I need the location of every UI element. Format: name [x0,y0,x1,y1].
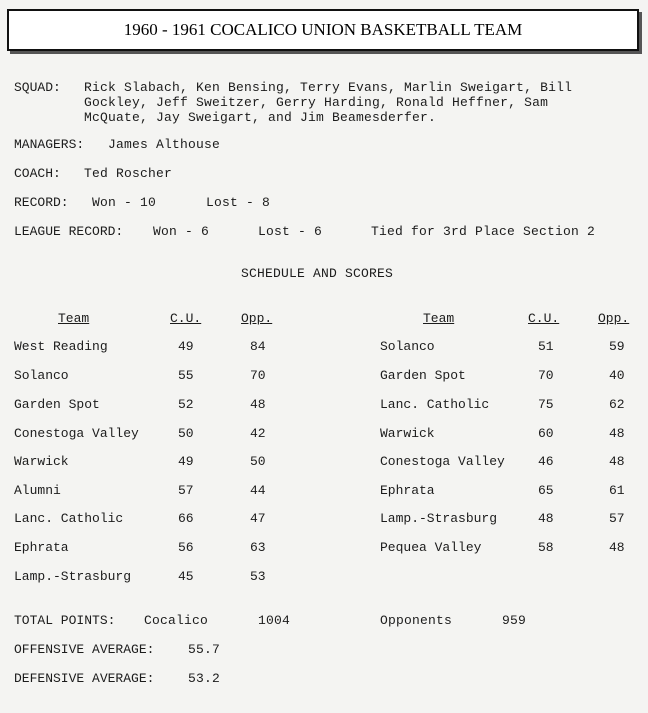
right-game-team: Pequea Valley [380,540,482,555]
left-game-opp: 48 [250,397,266,412]
right-game-team: Lanc. Catholic [380,397,490,412]
page-title: 1960 - 1961 COCALICO UNION BASKETBALL TEAM [123,20,523,39]
league-record-place: Tied for 3rd Place Section 2 [371,224,596,239]
record-label: RECORD: [14,195,69,210]
league-record-lost: Lost - 6 [258,224,323,239]
left-game-team: Warwick [14,454,69,469]
left-game-team: Alumni [14,483,61,498]
title-box [7,9,639,51]
left-header-cu: C.U. [170,311,202,326]
left-game-opp: 63 [250,540,266,555]
right-game-opp: 48 [609,540,625,555]
right-game-cu: 46 [538,454,554,469]
opponents-total: 959 [502,613,527,628]
squad-line-2: Gockley, Jeff Sweitzer, Gerry Harding, Ronald Heffner, Sam [84,95,549,110]
left-game-cu: 52 [178,397,194,412]
right-header-cu: C.U. [528,311,560,326]
left-game-cu: 57 [178,483,194,498]
left-game-team: Lamp.-Strasburg [14,569,132,584]
left-game-team: Solanco [14,368,69,383]
cocalico-total: 1004 [258,613,291,628]
left-game-cu: 66 [178,511,194,526]
right-game-team: Lamp.-Strasburg [380,511,498,526]
cocalico-label: Cocalico [144,613,209,628]
left-game-team: West Reading [14,339,108,354]
league-record-label: LEAGUE RECORD: [14,224,124,239]
left-game-opp: 70 [250,368,266,383]
right-game-cu: 60 [538,426,554,441]
coach-value: Ted Roscher [84,166,173,181]
left-game-cu: 49 [178,454,194,469]
left-game-cu: 56 [178,540,194,555]
right-game-opp: 61 [609,483,625,498]
record-lost: Lost - 8 [206,195,271,210]
left-game-opp: 44 [250,483,266,498]
left-game-team: Garden Spot [14,397,100,412]
left-game-opp: 50 [250,454,266,469]
left-game-opp: 53 [250,569,266,584]
right-header-team: Team [423,311,455,326]
right-game-cu: 75 [538,397,554,412]
left-game-team: Conestoga Valley [14,426,139,441]
squad-line-3: McQuate, Jay Sweigart, and Jim Beamesderfer. [84,110,437,125]
squad-line-1: Rick Slabach, Ken Bensing, Terry Evans, Marlin Sweigart, Bill [84,80,573,95]
offensive-average-value: 55.7 [188,642,221,657]
left-game-opp: 42 [250,426,266,441]
squad-label: SQUAD: [14,80,61,95]
record-won: Won - 10 [92,195,157,210]
left-game-cu: 45 [178,569,194,584]
right-header-opp: Opp. [598,311,630,326]
right-game-cu: 58 [538,540,554,555]
defensive-average-label: DEFENSIVE AVERAGE: [14,671,155,686]
right-game-team: Warwick [380,426,435,441]
left-game-cu: 55 [178,368,194,383]
right-game-cu: 65 [538,483,554,498]
right-game-team: Conestoga Valley [380,454,505,469]
left-header-opp: Opp. [241,311,273,326]
right-game-cu: 70 [538,368,554,383]
right-game-cu: 51 [538,339,554,354]
right-game-opp: 62 [609,397,625,412]
right-game-team: Garden Spot [380,368,466,383]
right-game-cu: 48 [538,511,554,526]
right-game-opp: 48 [609,454,625,469]
right-game-team: Solanco [380,339,435,354]
managers-label: MANAGERS: [14,137,85,152]
total-points-label: TOTAL POINTS: [14,613,116,628]
left-game-cu: 49 [178,339,194,354]
right-game-opp: 57 [609,511,625,526]
schedule-heading: SCHEDULE AND SCORES [241,266,394,281]
right-game-opp: 40 [609,368,625,383]
left-game-cu: 50 [178,426,194,441]
left-game-team: Lanc. Catholic [14,511,124,526]
offensive-average-label: OFFENSIVE AVERAGE: [14,642,155,657]
defensive-average-value: 53.2 [188,671,221,686]
opponents-label: Opponents [380,613,453,628]
managers-value: James Althouse [108,137,221,152]
right-game-team: Ephrata [380,483,435,498]
left-header-team: Team [58,311,90,326]
left-game-opp: 47 [250,511,266,526]
left-game-team: Ephrata [14,540,69,555]
right-game-opp: 59 [609,339,625,354]
left-game-opp: 84 [250,339,266,354]
league-record-won: Won - 6 [153,224,210,239]
coach-label: COACH: [14,166,61,181]
right-game-opp: 48 [609,426,625,441]
